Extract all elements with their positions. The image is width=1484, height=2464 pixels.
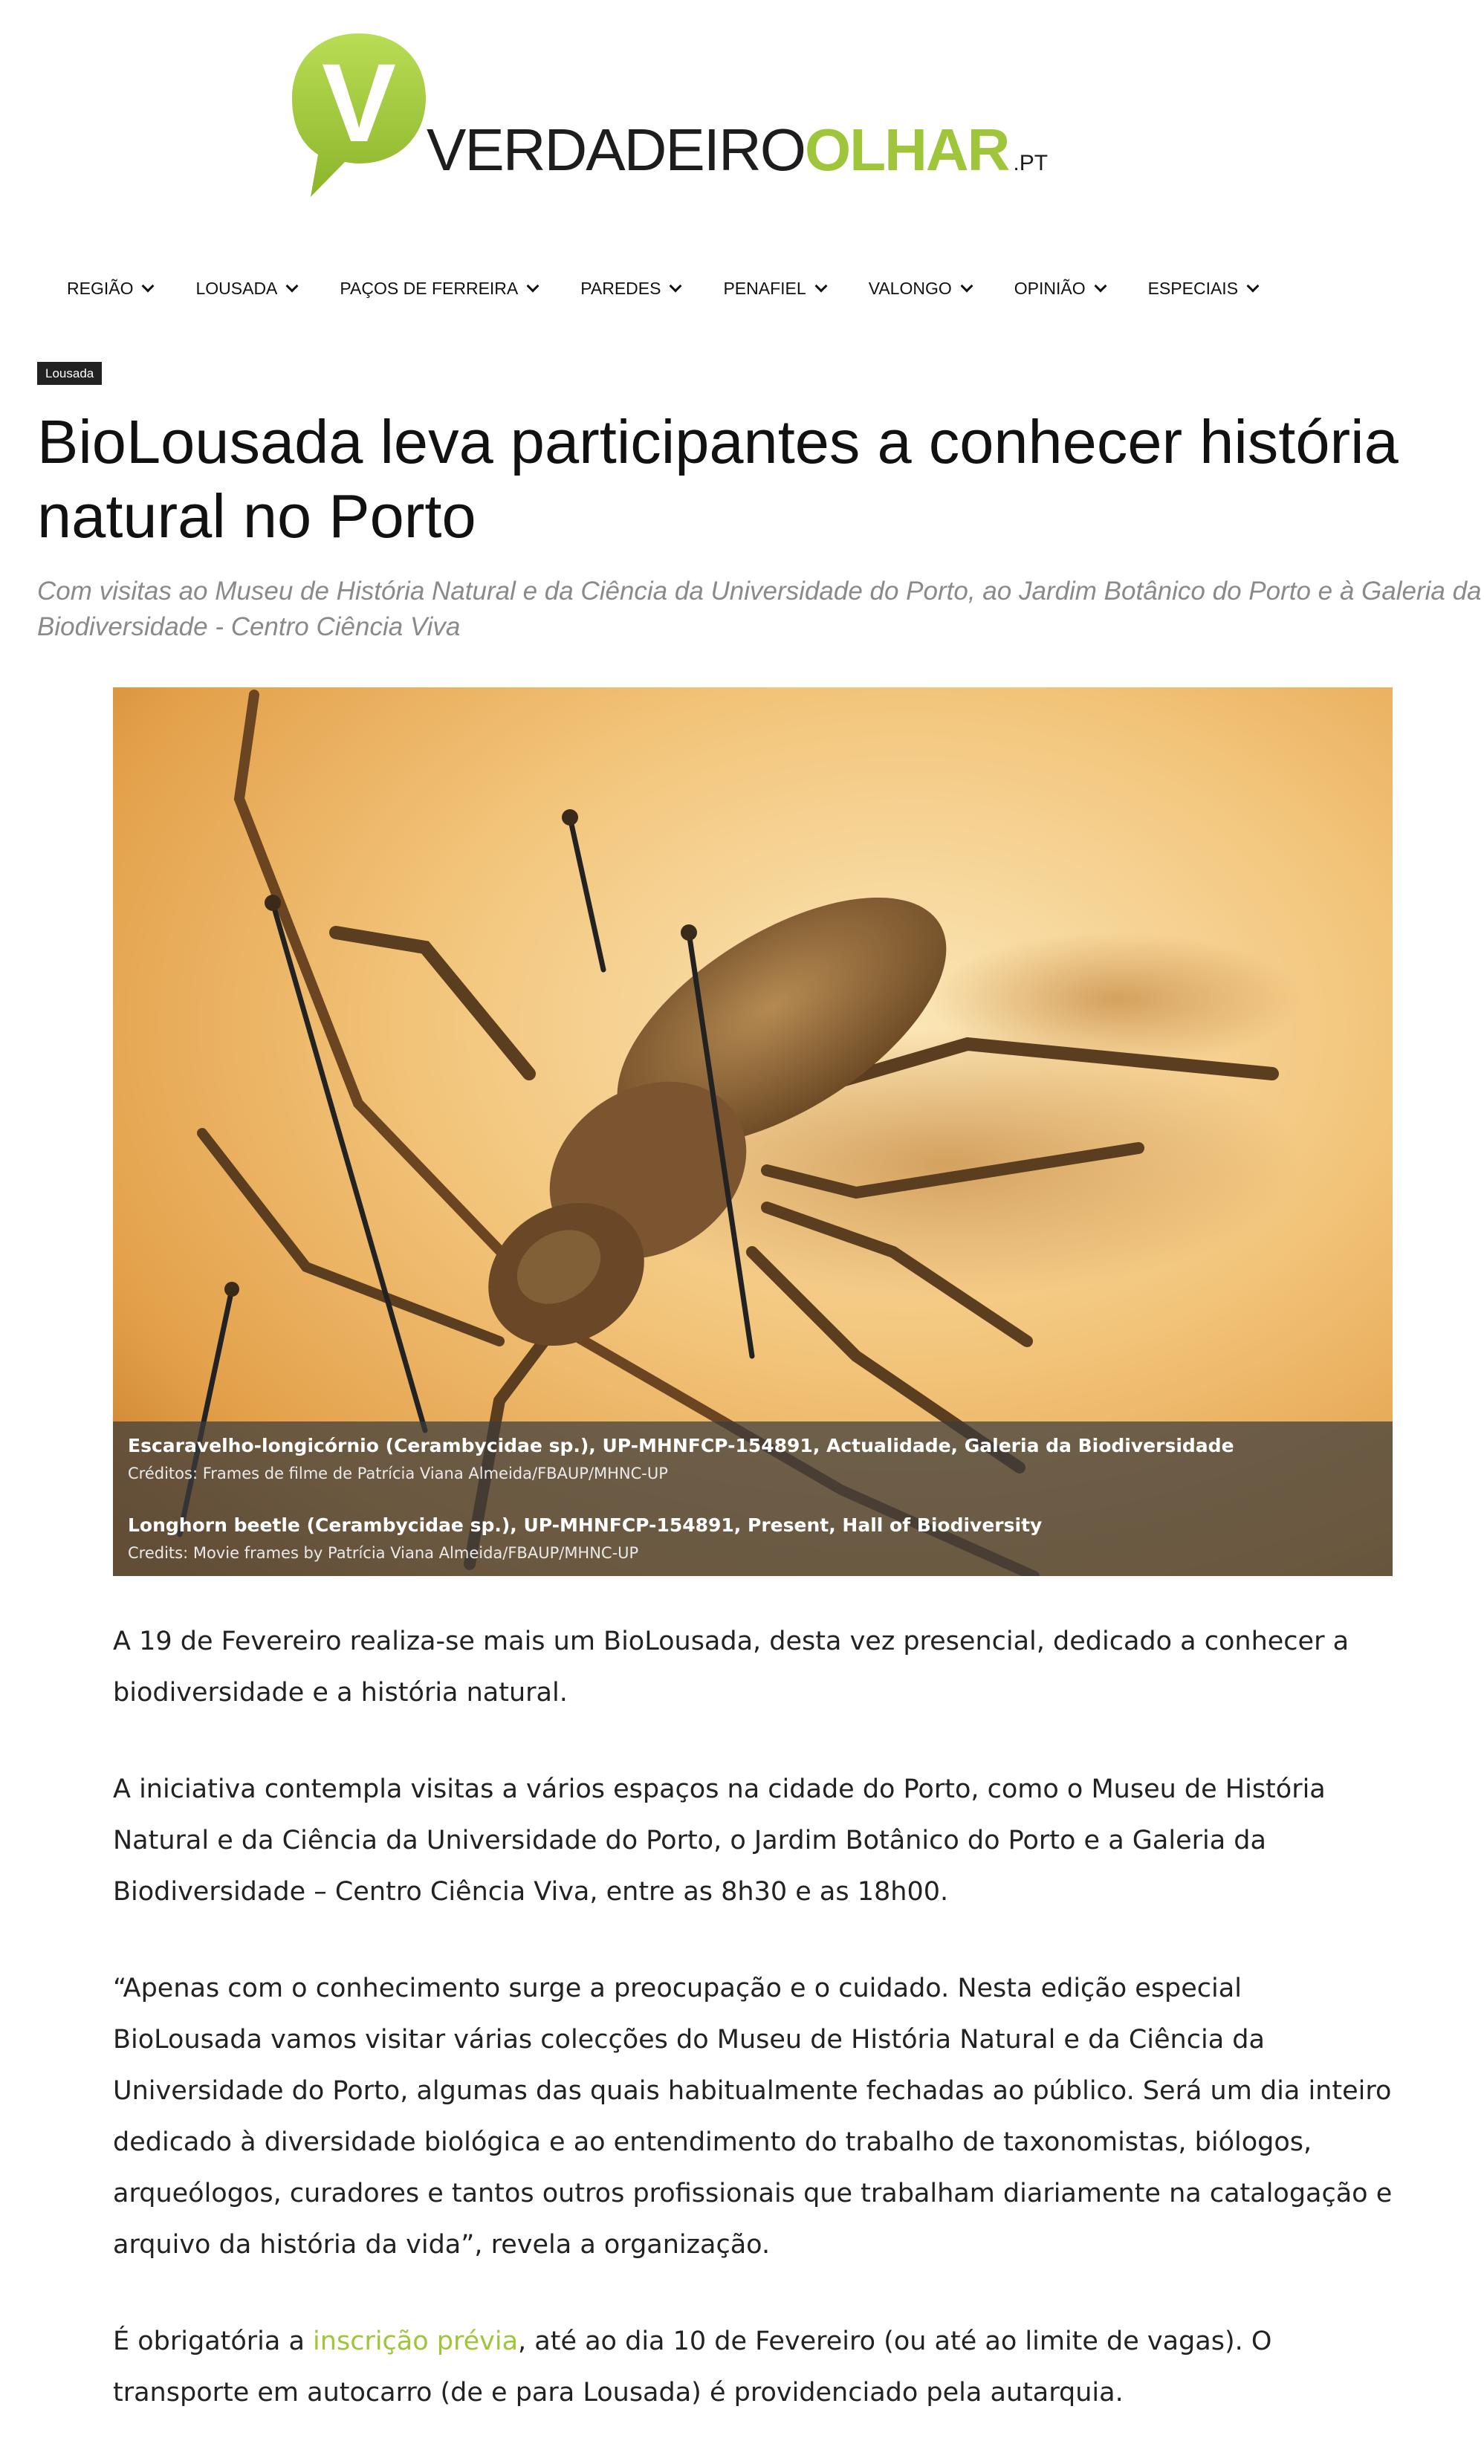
- chevron-down-icon: [814, 280, 827, 293]
- nav-item-label: VALONGO: [868, 278, 952, 298]
- caption-credits-en: Credits: Movie frames by Patrícia Viana Almeida/FBAUP/MHNC-UP: [128, 1544, 639, 1562]
- chevron-down-icon: [142, 280, 155, 293]
- nav-item-opiniao[interactable]: [1014, 279, 1105, 299]
- paragraph-text: , até ao dia 10 de Fevereiro (ou até ao limite de vagas). O transporte em autocarro (de e para Lousada) é providenciado pela autarquia.: [113, 2327, 1272, 2408]
- nav-item-label: REGIÃO: [67, 278, 134, 298]
- article-paragraph: “Apenas com o conhecimento surge a preocupação e o cuidado. Nesta edição especial BioLousada vamos visitar várias colecções do Museu de História Natural e da Ciência da Universidade do Porto, algumas das quais habitualmente fechadas ao público. Será um dia inteiro dedicado à diversidade biológica e ao entendimento do trabalho de taxonomistas, biólogos, arqueólogos, curadores e tantos outros profissionais que trabalham diariamente na catalogação e arquivo da história da vida”, revela a organização.: [113, 1974, 1393, 2260]
- chevron-down-icon: [1247, 280, 1260, 293]
- nav-item-lousada[interactable]: [195, 279, 297, 299]
- nav-item-label: PENAFIEL: [723, 278, 806, 298]
- article-paragraph: A 19 de Fevereiro realiza-se mais um BioLousada, desta vez presencial, dedicado a conhecer a biodiversidade e a história natural.: [113, 1627, 1349, 1708]
- nav-item-label: PAÇOS DE FERREIRA: [340, 278, 519, 298]
- caption-title-pt: Escaravelho-longicórnio (Cerambycidae sp.), UP-MHNFCP-154891, Actualidade, Galeria da Biodiversidade: [128, 1435, 1234, 1456]
- nav-item-label: LOUSADA: [195, 278, 278, 298]
- logo-word-verdadeiro: VERDADEIRO: [427, 117, 805, 183]
- article-body: [113, 1616, 1399, 2464]
- registration-link[interactable]: inscrição prévia: [313, 2327, 519, 2356]
- chevron-down-icon: [670, 280, 682, 293]
- nav-item-penafiel[interactable]: [723, 279, 825, 299]
- article-paragraph: [113, 2316, 1399, 2419]
- nav-item-especiais[interactable]: [1148, 279, 1257, 299]
- chevron-down-icon: [1094, 280, 1106, 293]
- category-badge[interactable]: Lousada: [37, 362, 102, 385]
- logo-letter: V: [321, 40, 397, 165]
- site-logo[interactable]: [288, 30, 1106, 201]
- article-title: BioLousada leva participantes a conhecer história natural no Porto: [37, 407, 1399, 551]
- nav-item-label: OPINIÃO: [1014, 278, 1086, 298]
- nav-item-regiao[interactable]: [67, 279, 152, 299]
- nav-item-valongo[interactable]: [869, 279, 971, 299]
- chevron-down-icon: [286, 280, 299, 293]
- logo-word-olhar: OLHAR: [804, 117, 1009, 183]
- article-subtitle: Com visitas ao Museu de História Natural e da Ciência da Universidade do Porto, ao Jardim Botânico do Porto e à Galeria da Biodiversidade - Centro Ciência Viva: [37, 577, 1482, 641]
- logo-tld: .PT: [1013, 151, 1049, 175]
- nav-item-paredes[interactable]: [580, 279, 680, 299]
- caption-credits-pt: Créditos: Frames de filme de Patrícia Viana Almeida/FBAUP/MHNC-UP: [128, 1465, 668, 1482]
- article-paragraph: A iniciativa contempla visitas a vários espaços na cidade do Porto, como o Museu de História Natural e da Ciência da Universidade do Porto, o Jardim Botânico do Porto e a Galeria da Biodiversidade – Centro Ciência Viva, entre as 8h30 e as 18h00.: [113, 1774, 1326, 1907]
- main-nav: [67, 273, 1300, 303]
- chevron-down-icon: [527, 280, 540, 293]
- nav-item-label: ESPECIAIS: [1147, 278, 1239, 298]
- nav-item-pacos-de-ferreira[interactable]: [340, 279, 537, 299]
- chevron-down-icon: [960, 280, 973, 293]
- logo-badge-icon: [288, 30, 430, 201]
- paragraph-text: É obrigatória a: [113, 2327, 314, 2356]
- image-caption: [113, 1421, 1393, 1576]
- caption-title-en: Longhorn beetle (Cerambycidae sp.), UP-MHNFCP-154891, Present, Hall of Biodiversity: [128, 1514, 1043, 1536]
- featured-image: [113, 687, 1393, 1576]
- logo-wordmark: [427, 117, 1049, 183]
- nav-item-label: PAREDES: [580, 278, 661, 298]
